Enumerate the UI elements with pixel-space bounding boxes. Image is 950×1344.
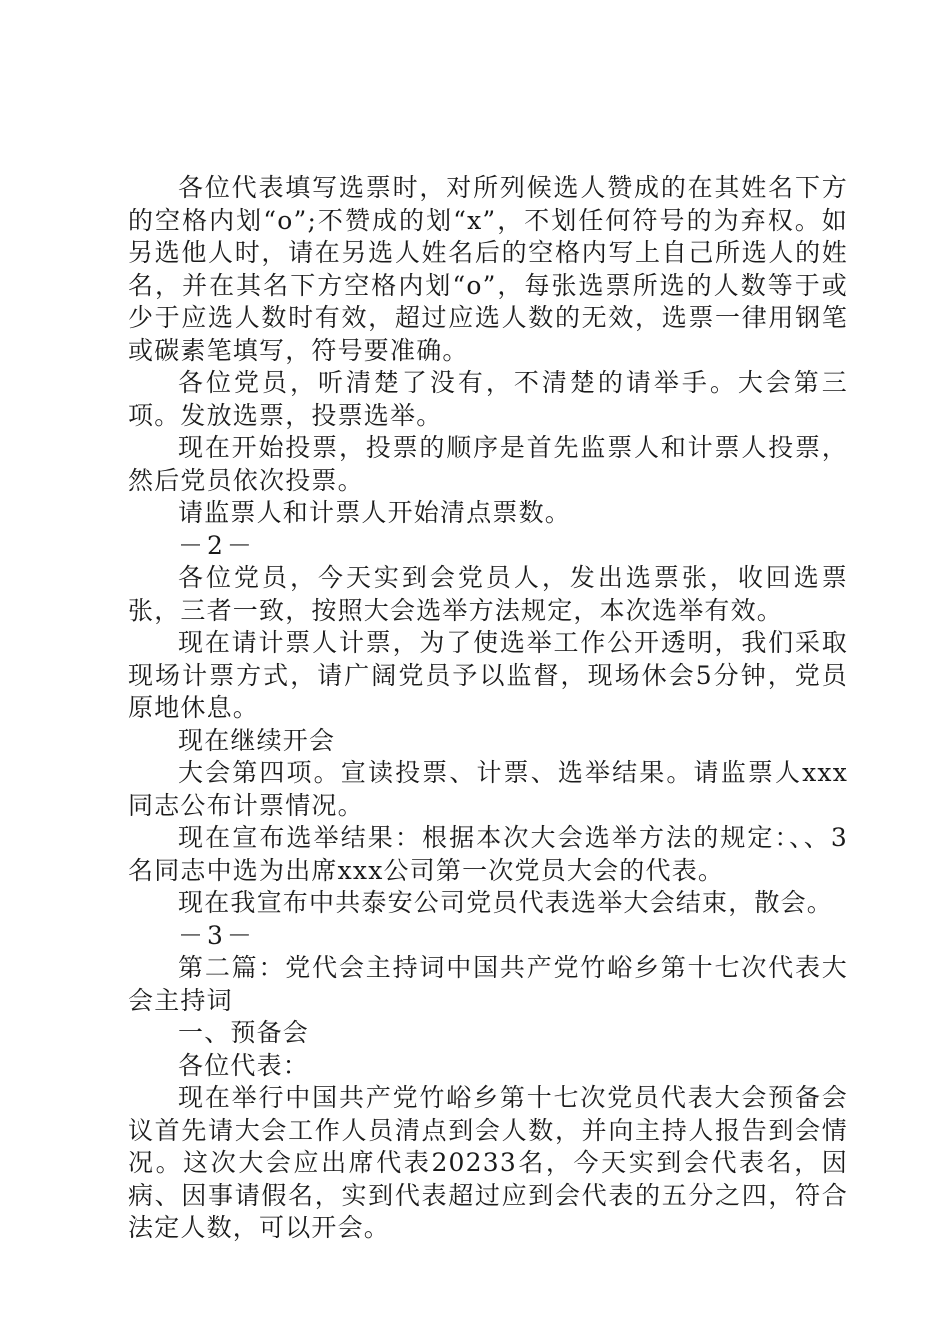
paragraph-voting-order: 现在开始投票，投票的顺序是首先监票人和计票人投票，然后党员依次投票。 [128,433,848,495]
paragraph-preparatory-meeting: 现在举行中国共产党竹峪乡第十七次党员代表大会预备会议首先请大会工作人员清点到会人数，并向主持人报告到会情况。这次大会应出席代表20233名，今天实到会代表名，因病、因事请假名，实到代表超过应到会代表的五分之四，符合法定人数，可以开会。 [128,1083,848,1242]
page-number-3: －3－ [178,920,256,950]
section-heading-part-two: 第二篇：党代会主持词中国共产党竹峪乡第十七次代表大会主持词 [128,953,848,1015]
salutation: 各位代表： [178,1050,310,1080]
paragraph-fourth-item: 大会第四项。宣读投票、计票、选举结果。请监票人xxx同志公布计票情况。 [128,758,848,820]
document-body [128,172,848,1245]
paragraph-meeting-adjourned: 现在我宣布中共泰安公司党员代表选举大会结束，散会。 [178,888,834,917]
paragraph-count-ballots: 请监票人和计票人开始清点票数。 [178,498,572,527]
paragraph-third-item: 各位党员，听清楚了没有，不清楚的请举手。大会第三项。发放选票，投票选举。 [128,368,848,430]
paragraph-attendance: 各位党员，今天实到会党员人，发出选票张，收回选票张，三者一致，按照大会选举方法规定，本次选举有效。 [128,563,848,625]
paragraph-ballot-instructions: 各位代表填写选票时，对所列候选人赞成的在其姓名下方的空格内划“o”;不赞成的划“x”，不划任何符号的为弃权。如另选他人时，请在另选人姓名后的空格内写上自己所选人的姓名，并在其名下方空格内划“o”，每张选票所选的人数等于或少于应选人数时有效，超过应选人数的无效，选票一律用钢笔或碳素笔填写，符号要准确。 [128,173,848,365]
paragraph-resume-meeting: 现在继续开会 [178,725,336,755]
paragraph-election-results: 现在宣布选举结果：根据本次大会选举方法的规定：、、3名同志中选为出席xxx公司第一次党员大会的代表。 [128,823,848,885]
paragraph-vote-counting: 现在请计票人计票，为了使选举工作公开透明，我们采取现场计票方式，请广阔党员予以监督，现场休会5分钟，党员原地休息。 [128,628,848,722]
page-number-2: －2－ [178,530,256,560]
subheading-preparatory-meeting: 一、预备会 [178,1018,310,1047]
